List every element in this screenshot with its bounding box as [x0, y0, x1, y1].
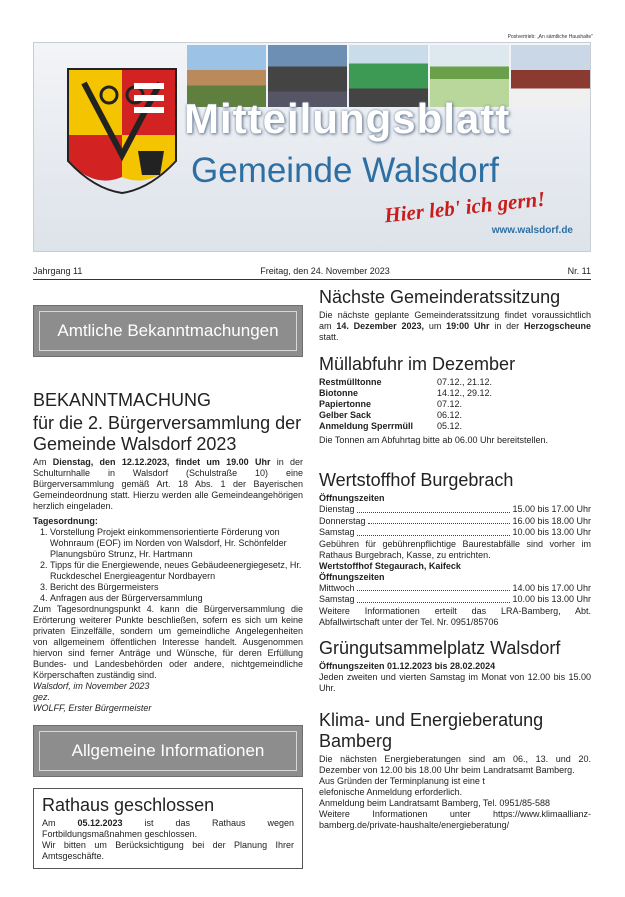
hours-time: 15.00 bis 17.00 Uhr [512, 504, 591, 514]
waste-row [319, 399, 591, 410]
hours-day: Dienstag [319, 504, 355, 514]
section-banner-label: Allgemeine Informationen [71, 741, 265, 760]
agenda-item: 2. Tipps für die Energiewende, neues Gebäudeenergiegesetz, Hr. Ruckdeschel Energieagentur Nordbayern [50, 560, 303, 582]
announcement-subheading: für die 2. Bürgerversammlung der Gemeinde Walsdorf 2023 [33, 413, 302, 454]
council-meeting-text [319, 310, 591, 343]
energy-advice-contact: Anmeldung beim Landratsamt Bamberg, Tel. 0951/85-588 [319, 797, 550, 808]
agenda-note: Zum Tagesordnungspunkt 4. kann die Bürgerversammlung die Erörterung weiterer Punkte beschließen, sofern es sich um keine privaten Einzelfälle, sondern um gemeindliche Angelegenheiten von allgemeinem öffentlichen Interesse handelt. Ausgenommen hiervon sind ferner Anträge und Wünsche, für deren Erfüllung Bundes- und Landesbehörden oder andere, nichtgemeindliche Körperschaften zuständig sind. [33, 604, 303, 680]
section-banner-label: Amtliche Bekanntmachungen [57, 321, 279, 340]
hours-row [319, 583, 591, 595]
rathaus-text-2: Wir bitten um Berücksichtigung bei der Planung Ihrer Amtsgeschäfte. [42, 840, 294, 861]
energy-advice-link[interactable]: Weitere Informationen unter https://www.klimaallianz-bamberg.de/private-haushalte/energieberatung/ [319, 808, 591, 830]
slogan: Hier leb' ich gern! [383, 186, 547, 228]
agenda-item: 1. Vorstellung Projekt einkommensorientierte Förderung von Wohnraum (EOF) im Norden von Walsdorf, Hr. Schönfelder Planungsbüro Strunz, Hr. Hartmann [50, 527, 303, 560]
agenda-list [33, 527, 303, 604]
masthead [33, 42, 591, 252]
issue-date: Freitag, den 24. November 2023 [260, 266, 390, 276]
agenda-title: Tagesordnung: [33, 516, 98, 526]
hours-day: Samstag [319, 527, 355, 537]
photo-winter-house [511, 45, 590, 107]
waste-dates: 06.12. [437, 410, 463, 420]
green-waste-note: Jeden zweiten und vierten Samstag im Monat von 12.00 bis 15.00 Uhr. [319, 671, 591, 693]
text-run: ist das Rathaus wegen Fortbildungsmaßnahmen geschlossen. [42, 818, 294, 839]
text-run: Am [42, 818, 78, 828]
hours-row [319, 516, 591, 528]
recycling2-note: Weitere Informationen erteilt das LRA-Bamberg, Abt. Abfallwirtschaft unter der Tel. Nr. 0951/85706 [319, 605, 591, 627]
rathaus-title: Rathaus geschlossen [42, 795, 215, 815]
text-run: statt. [319, 332, 339, 342]
waste-dates: 07.12., 21.12. [437, 377, 493, 387]
waste-title: Müllabfuhr im Dezember [319, 354, 516, 374]
waste-type: Restmülltonne [319, 377, 382, 387]
agenda-item: 4. Anfragen aus der Bürgerversammlung [50, 593, 303, 604]
text-run-bold: Dienstag, den 12.12.2023, findet um 19.00 Uhr [52, 457, 271, 467]
hours-day: Mittwoch [319, 582, 355, 593]
energy-advice-text: elefonische Anmeldung erforderlich. [319, 786, 463, 797]
recycling2-title: Wertstoffhof Stegaurach, Kaifeck [319, 560, 461, 571]
green-waste-title: Grüngutsammelplatz Walsdorf [319, 637, 561, 658]
hours-day: Donnerstag [319, 515, 366, 526]
recycling2-hours-label: Öffnungszeiten [319, 571, 385, 582]
waste-type: Biotonne [319, 388, 358, 398]
section-banner-general [33, 725, 303, 777]
waste-type: Papiertonne [319, 399, 372, 409]
text-run-bold: 14. Dezember 2023, [336, 321, 425, 331]
hours-time: 10.00 bis 13.00 Uhr [512, 594, 591, 604]
green-waste-hours: Öffnungszeiten 01.12.2023 bis 28.02.2024 [319, 660, 496, 671]
waste-row [319, 421, 591, 432]
recycling-hours-label: Öffnungszeiten [319, 493, 385, 503]
waste-note: Die Tonnen am Abfuhrtag bitte ab 06.00 Uhr bereitstellen. [319, 435, 548, 445]
announcement-heading: BEKANNTMACHUNG [33, 390, 212, 410]
text-run: in der Schulturnhalle in Walsdorf (Schulstraße 10) eine Bürgerversammlung gemäß Art. 18 Abs. 1 der Bayerischen Gemeindeordnung statt. Hierzu werden alle Gemeindeangehörigen herzlich eingeladen. [33, 457, 303, 511]
hours-time: 14.00 bis 17.00 Uhr [512, 582, 591, 593]
waste-type: Gelber Sack [319, 410, 372, 420]
hours-time: 10.00 bis 13.00 Uhr [512, 527, 591, 537]
waste-dates: 07.12. [437, 399, 463, 409]
council-meeting-title: Nächste Gemeinderatssitzung [319, 287, 561, 307]
text-run-bold: Herzogscheune [523, 321, 591, 331]
waste-dates: 05.12. [437, 421, 463, 431]
rathaus-notice [33, 788, 303, 869]
section-banner-official [33, 305, 303, 357]
waste-row [319, 388, 591, 399]
right-column [319, 287, 591, 831]
energy-advice-title: Klima- und Energieberatung Bamberg [319, 709, 544, 751]
text-run: Die nächste geplante Gemeinderatssitzung findet voraussichtlich am [319, 310, 591, 331]
signature-gez: gez. [33, 692, 51, 702]
hours-day: Samstag [319, 594, 355, 604]
waste-row [319, 410, 591, 421]
agenda-item: 3. Bericht des Bürgermeisters [50, 582, 303, 593]
signature-place: Walsdorf, im November 2023 [33, 681, 150, 691]
hours-row [319, 527, 591, 539]
website-link[interactable]: www.walsdorf.de [491, 225, 573, 236]
waste-row [319, 377, 591, 388]
issue-line [33, 266, 591, 280]
masthead-subtitle: Gemeinde Walsdorf [191, 151, 499, 190]
left-column [33, 287, 303, 869]
issue-number: Nr. 11 [567, 266, 591, 276]
hours-time: 16.00 bis 18.00 Uhr [512, 515, 591, 526]
masthead-title: Mitteilungsblatt [184, 95, 511, 142]
waste-dates: 14.12., 29.12. [437, 388, 493, 398]
text-run-bold: 19:00 Uhr [446, 321, 490, 331]
energy-advice-text: Die nächsten Energieberatungen sind am 06., 13. und 20. Dezember von 12.00 bis 18.00 Uhr beim Landratsamt Bamberg. [319, 753, 591, 775]
announcement-intro [33, 457, 303, 512]
energy-advice-text: Aus Gründen der Terminplanung ist eine t [319, 775, 485, 786]
postal-note: Postvertrieb: „An sämtliche Haushalte" [507, 34, 593, 40]
recycling-title: Wertstoffhof Burgebrach [319, 470, 514, 490]
coat-of-arms-icon [64, 65, 180, 195]
hours-row [319, 594, 591, 606]
waste-type: Anmeldung Sperrmüll [319, 421, 414, 431]
hours-row [319, 504, 591, 516]
text-run: Am [33, 457, 53, 467]
signature-name: WOLFF, Erster Bürgermeister [33, 703, 152, 713]
text-run: um [424, 321, 447, 331]
rathaus-text [42, 818, 294, 840]
recycling-note: Gebühren für gebührenpflichtige Baurestabfälle sind vorher im Rathaus Burgebrach, Kasse, zu entrichten. [319, 538, 591, 560]
issue-volume: Jahrgang 11 [33, 266, 83, 276]
text-run-bold: 05.12.2023 [77, 818, 123, 828]
text-run: in der [489, 321, 524, 331]
waste-table [319, 377, 591, 432]
